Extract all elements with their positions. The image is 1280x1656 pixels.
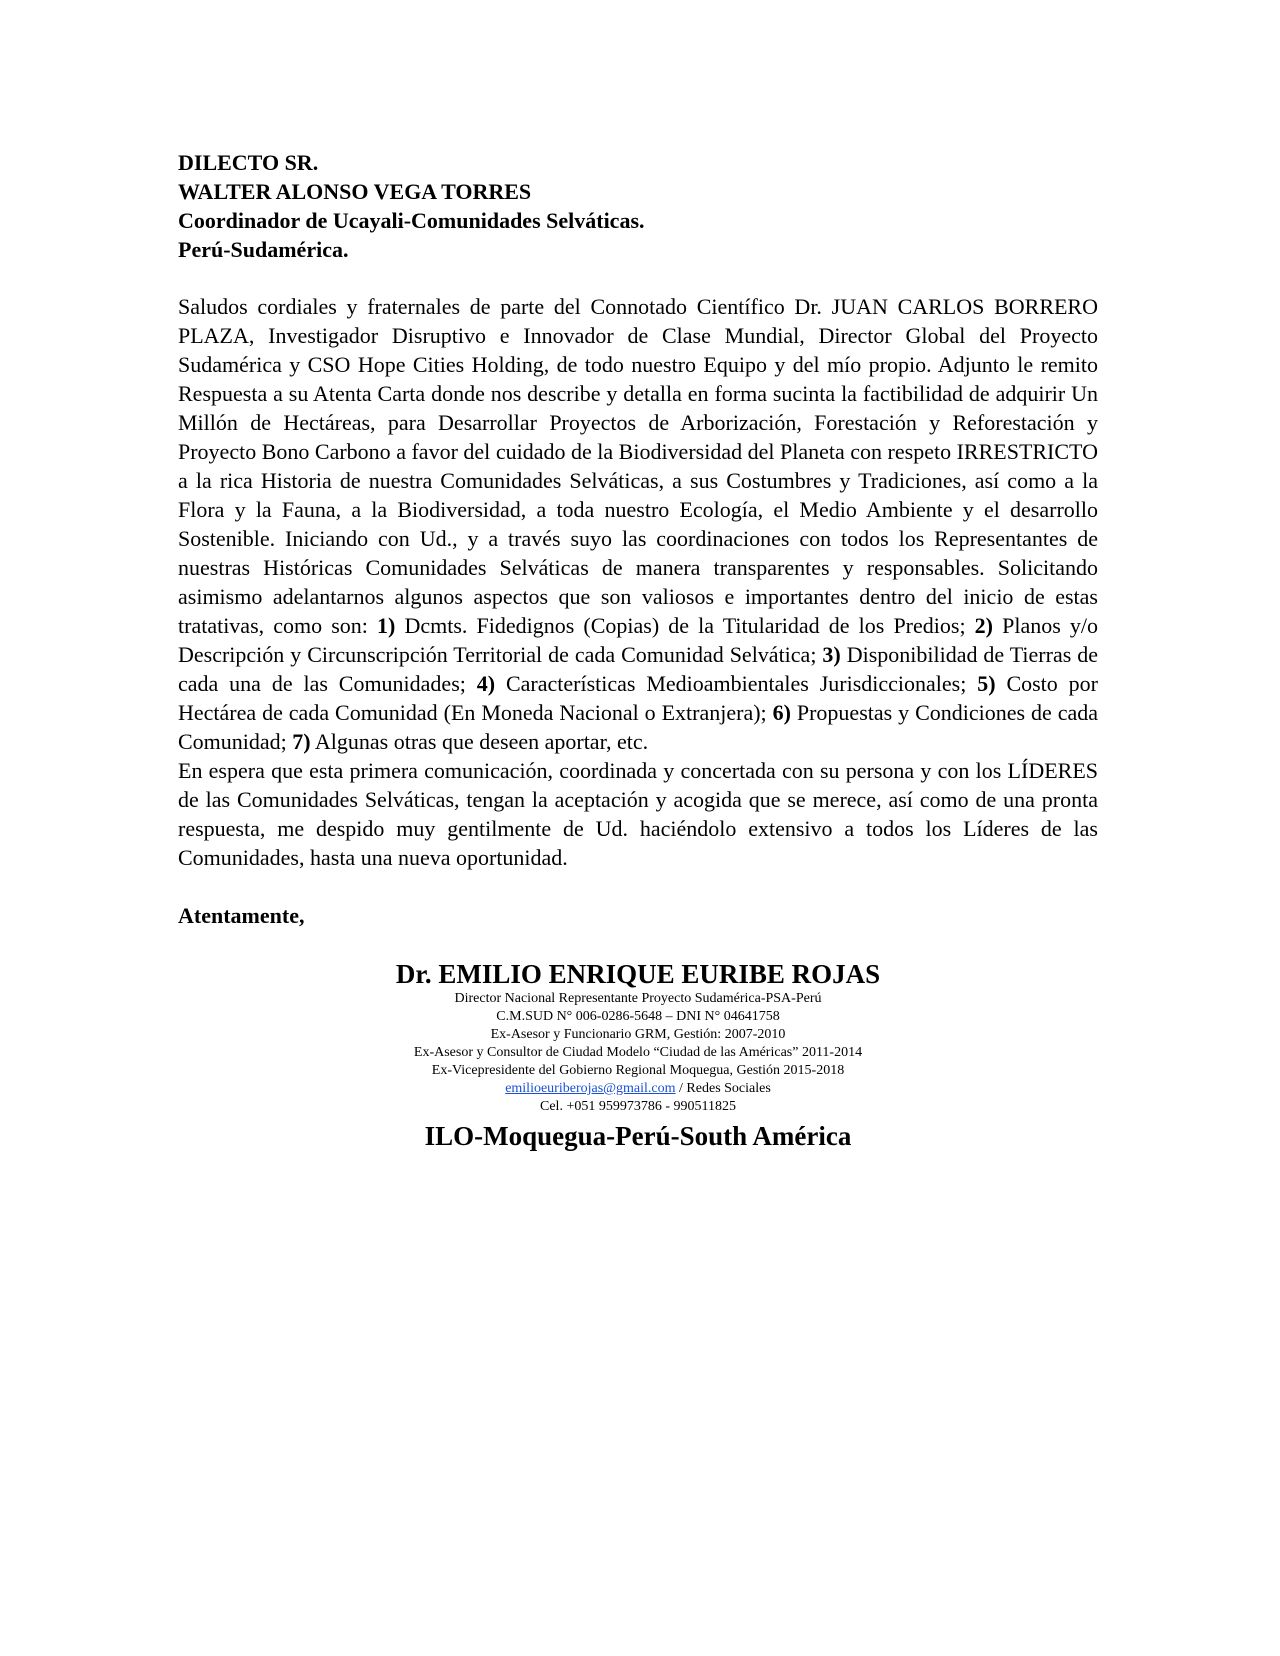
item-number-5: 5) [977,671,996,696]
item-number-3: 3) [822,642,841,667]
item-number-2: 2) [974,613,993,638]
signer-role-3: Ex-Asesor y Consultor de Ciudad Modelo “Ciudad de las Américas” 2011-2014 [413,1045,863,1060]
closing-line: Atentamente, [178,903,305,928]
item-text-7: Algunas otras que deseen aportar, etc. [310,729,649,754]
signer-role-4: Ex-Vicepresidente del Gobierno Regional Moquegua, Gestión 2015-2018 [431,1063,845,1078]
signer-contact [178,1080,1098,1098]
letter-page [178,148,1098,1154]
item-text-6: Propuestas y Condiciones de cada Comunidad; [178,700,1098,754]
social-label: / Redes Sociales [675,1081,771,1096]
signer-role-2: Ex-Asesor y Funcionario GRM, Gestión: 2007-2010 [490,1027,786,1042]
item-number-4: 4) [476,671,496,696]
salutation-title: DILECTO SR. [178,150,319,175]
signer-title: Director Nacional Representante Proyecto Sudamérica-PSA-Perú [454,991,822,1006]
body-paragraph-1 [178,292,1098,756]
recipient-role: Coordinador de Ucayali-Comunidades Selváticas. [178,208,645,233]
item-number-1: 1) [377,613,396,638]
item-number-6: 6) [772,700,791,725]
item-text-5: Costo por Hectárea de cada Comunidad (En Moneda Nacional o Extranjera); [178,671,1098,725]
recipient-location: Perú-Sudamérica. [178,237,349,262]
item-text-3: Disponibilidad de Tierras de cada una de las Comunidades; [178,642,1098,696]
recipient-name: WALTER ALONSO VEGA TORRES [178,179,532,204]
item-text-1: Dcmts. Fidedignos (Copias) de la Titularidad de los Predios; [395,613,975,638]
signer-name: Dr. EMILIO ENRIQUE EURIBE ROJAS [395,959,881,989]
signer-ids: C.M.SUD N° 006-0286-5648 – DNI N° 04641758 [496,1009,780,1024]
item-number-7: 7) [292,729,311,754]
letter-body [178,292,1098,872]
recipient-block [178,148,1098,264]
email-link[interactable]: emilioeuriberojas@gmail.com [505,1081,676,1096]
item-text-2: Planos y/o Descripción y Circunscripción Territorial de cada Comunidad Selvática; [178,613,1098,667]
signer-phone: Cel. +051 959973786 - 990511825 [540,1099,736,1114]
signer-place: ILO-Moquegua-Perú-South América [424,1121,852,1151]
body-intro-text: Saludos cordiales y fraternales de parte del Connotado Científico Dr. JUAN CARLOS BORRERO PLAZA, Investigador Disruptivo e Innovador de Clase Mundial, Director Global del Proyecto Sudamérica y CSO Hope Cities Holding, de todo nuestro Equipo y del mío propio. Adjunto le remito Respuesta a su Atenta Carta donde nos describe y detalla en forma sucinta la factibilidad de adquirir Un Millón de Hectáreas, para Desarrollar Proyectos de Arborización, Forestación y Reforestación y Proyecto Bono Carbono a favor del cuidado de la Biodiversidad del Planeta con respeto IRRESTRICTO a la rica Historia de nuestra Comunidades Selváticas, a sus Costumbres y Tradiciones, así como a la Flora y la Fauna, a la Biodiversidad, a toda nuestro Ecología, el Medio Ambiente y el desarrollo Sostenible. Iniciando con Ud., y a través suyo las coordinaciones con todos los Representantes de nuestras Históricas Comunidades Selváticas de manera transparentes y responsables. Solicitando asimismo adelantarnos algunos aspectos que son valiosos e importantes dentro del inicio de estas tratativas, como son: [178,294,1098,638]
body-paragraph-2: En espera que esta primera comunicación, coordinada y concertada con su persona y con los LÍDERES de las Comunidades Selváticas, tengan la aceptación y acogida que se merece, así como de una pronta respuesta, me despido muy gentilmente de Ud. haciéndolo extensivo a todos los Líderes de las Comunidades, hasta una nueva oportunidad. [178,758,1098,870]
item-text-4: Características Medioambientales Jurisdiccionales; [495,671,978,696]
signature-block [178,958,1098,1154]
